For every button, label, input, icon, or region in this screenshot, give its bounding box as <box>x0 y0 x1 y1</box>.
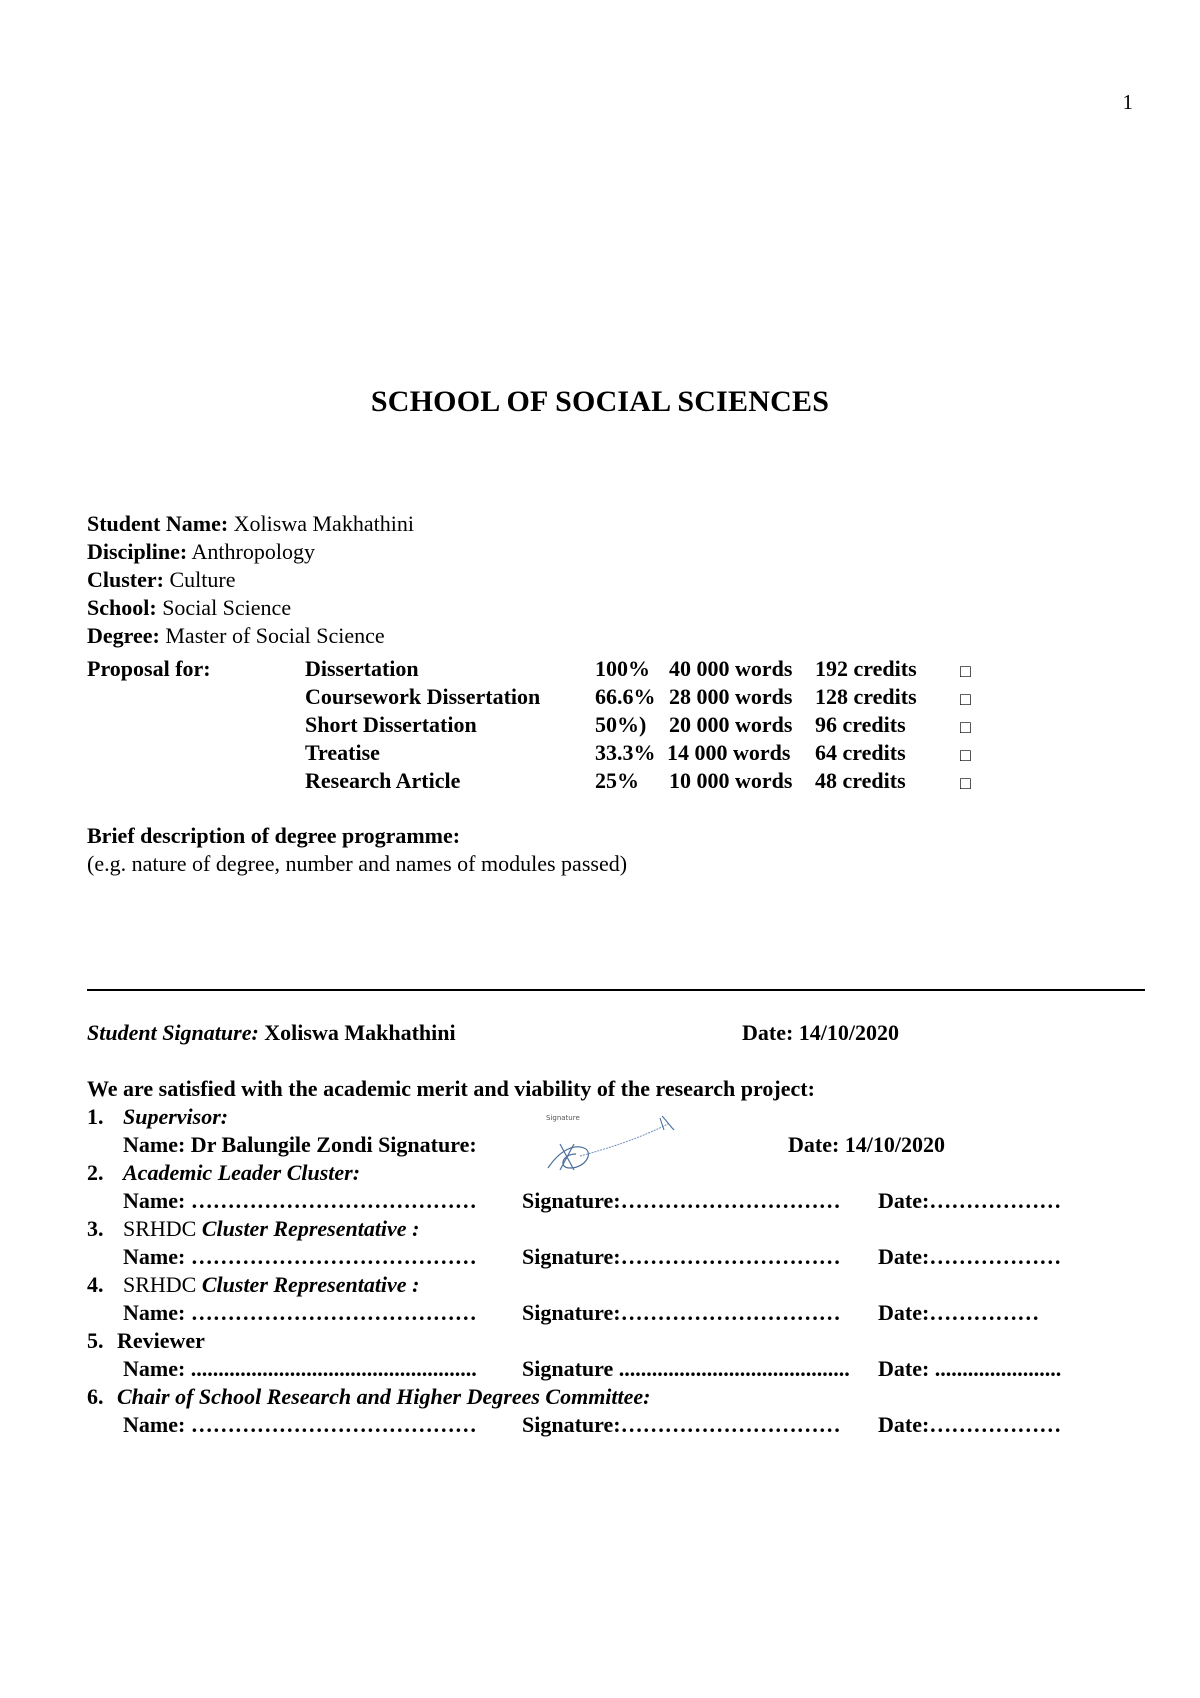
brief-heading: Brief description of degree programme: <box>87 823 461 848</box>
checkbox[interactable]: □ <box>960 717 971 737</box>
supervisor-signature-image <box>540 1110 685 1178</box>
proposal-option-short: Short Dissertation 50%) 20 000 words 96 credits □ <box>87 711 987 739</box>
student-signature: Student Signature: Xoliswa Makhathini <box>87 1020 456 1045</box>
proposal-option-article: Research Article 25% 10 000 words 48 credits □ <box>87 767 987 795</box>
cluster-row: Cluster: Culture <box>87 567 236 592</box>
divider <box>87 989 1145 991</box>
checkbox[interactable]: □ <box>960 661 971 681</box>
approvals-intro: We are satisfied with the academic merit and viability of the research project: <box>87 1076 815 1101</box>
proposal-label: Proposal for: <box>87 656 211 681</box>
school-row: School: Social Science <box>87 595 292 620</box>
supervisor-date: Date: 14/10/2020 <box>788 1132 946 1157</box>
checkbox[interactable]: □ <box>960 773 971 793</box>
student-signature-date: Date: 14/10/2020 <box>742 1020 900 1045</box>
checkbox[interactable]: □ <box>960 745 971 765</box>
proposal-option-treatise: Treatise 33.3% 14 000 words 64 credits □ <box>87 739 987 767</box>
degree-row: Degree: Master of Social Science <box>87 623 385 648</box>
brief-hint: (e.g. nature of degree, number and names of modules passed) <box>87 851 628 876</box>
checkbox[interactable]: □ <box>960 689 971 709</box>
proposal-option-coursework: Coursework Dissertation 66.6% 28 000 words 128 credits □ <box>87 683 987 711</box>
page-title: SCHOOL OF SOCIAL SCIENCES <box>370 385 830 418</box>
page-number: 1 <box>1122 90 1133 114</box>
document-page: 1 SCHOOL OF SOCIAL SCIENCES Student Name: Xoliswa Makhathini Discipline: Anthropology Cluster: Culture School: Social Science Degree: Master of Social Science Proposal for: Dissertation 100% 40 000 words 192 credits □ Coursework Dissertation 66.6% 28 000 words 128 credits □ Short Dissertation 50%) 20 000 words 96 credits □ Treatise 33.3% 14 000 words 64 credits □ Research Article 25% 10 000 words 48 credits □ Brief description of degree programme: (e.g. nature of degree, number and names of modules passed) Student Signature: Xoliswa Makhathini Date: 14/10/2020 We are satisfied with the academic merit and viability of the research project: 1. Supervisor: Name: Dr Balungile Zondi Signature: Date: 14/10/2020 2. Academic Leader Cluster: Name: ………………………………… Signature:………………………… Date:……………… 3. SRHDC Cluster Representative : Name: ………………………………… Signature:………………………… Date:……………… 4. SRHDC Cluster Representative : Name: ………………………………… Signature:………………………… Date:…………… 5. Reviewer Name: .................................................... Signature .......................................... Date: ....................... 6. Chair of School Research and Higher Degrees Committee: Name: ………………………………… Signature:………………………… Date:……………… Signature <box>0 0 1200 1698</box>
discipline-row: Discipline: Anthropology <box>87 539 315 564</box>
signature-caption: Signature <box>546 1114 580 1122</box>
brief-description <box>87 822 627 878</box>
student-info <box>87 510 414 650</box>
proposal-option-dissertation: Dissertation 100% 40 000 words 192 credits □ <box>87 655 987 683</box>
student-name-row: Student Name: Xoliswa Makhathini <box>87 511 414 536</box>
